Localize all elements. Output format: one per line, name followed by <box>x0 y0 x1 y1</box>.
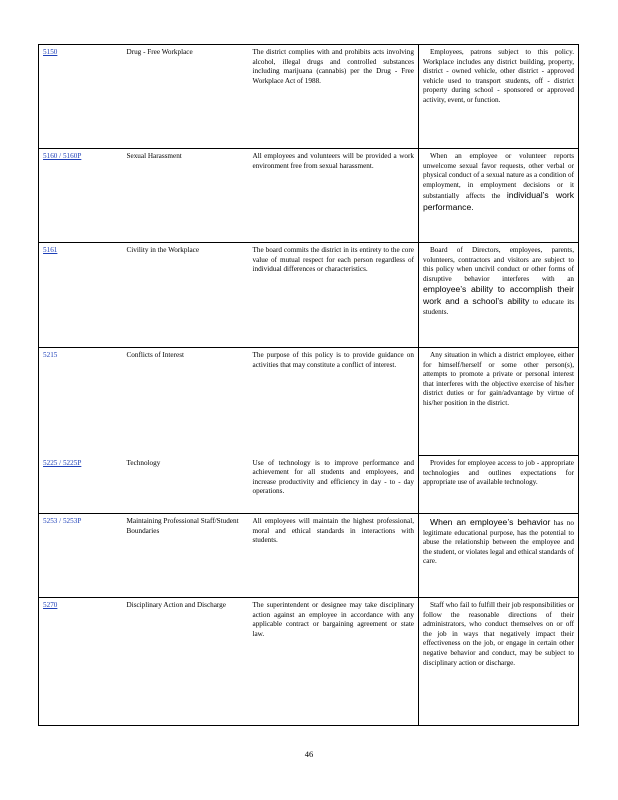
policy-number: 5253 / 5253P <box>43 517 82 525</box>
table-row <box>39 598 579 726</box>
policy-number: 5215 <box>43 351 58 359</box>
policy-summary: The district complies with and prohibits acts involving alcohol, illegal drugs and controlled substances including marijuana (cannabis) per the Drug - Free Workplace Act of 1988. <box>252 48 414 85</box>
policy-title: Disciplinary Action and Discharge <box>126 601 226 609</box>
policy-applies-emphasis: individual’s work performance. <box>423 190 575 212</box>
policy-number-link[interactable]: 5150 <box>43 48 58 56</box>
policy-applies-cell <box>419 514 579 598</box>
policy-summary: Use of technology is to improve performance and achievement for all students and employees, and increase productivity and efficiency in day - to - day operations. <box>252 458 414 496</box>
policy-number-cell <box>39 45 123 149</box>
policy-applies: Any situation in which a district employee, either for himself/herself or some other person(s), attempts to promote a private or personal interest that interferes with the objective exercise of his/her district duties or for gain/advantage by virtue of his/her position in the district. <box>423 351 574 407</box>
policy-title-cell <box>123 149 249 243</box>
policy-applies-cell <box>419 149 579 243</box>
policy-number-cell <box>39 598 123 726</box>
policy-summary: The superintendent or designee may take disciplinary action against an employee in accordance with any applicable contract or bargaining agreement or state law. <box>252 601 414 638</box>
policy-applies-tail: to educate its students. <box>423 297 574 316</box>
policy-title: Civility in the Workplace <box>126 246 200 254</box>
policy-number-cell <box>39 243 123 348</box>
policy-title-cell <box>123 514 249 598</box>
policy-applies: Board of Directors, employees, parents, volunteers, contractors and visitors are subject to this policy when uncivil conduct or other forms of disruptive behavior interferes with an <box>423 246 574 283</box>
policy-table-body <box>39 45 579 726</box>
policy-applies: Staff who fail to fulfill their job responsibilities or follow the reasonable directions of their administrators, who conduct themselves on or off the job in ways that negatively impact their effectiveness on the job, or engage in certain other negative behavior and conduct, may be subject to disciplinary action or discharge. <box>423 601 574 667</box>
policy-title-cell <box>123 243 249 348</box>
policy-number-cell <box>39 514 123 598</box>
policy-number-cell <box>39 456 123 514</box>
policy-number-link[interactable]: 5161 <box>43 246 58 254</box>
policy-summary-cell <box>249 243 419 348</box>
policy-title-cell <box>123 456 249 514</box>
policy-applies: When an employee or volunteer reports unwelcome sexual favor requests, other verbal or physical conduct of a sexual nature as a condition of employment, in employment decisions or it substantially affects the <box>423 152 574 201</box>
policy-applies-cell <box>419 598 579 726</box>
policy-title-cell <box>123 45 249 149</box>
policy-title-cell <box>123 348 249 456</box>
table-row <box>39 456 579 514</box>
policy-summary: The board commits the district in its entirety to the core value of mutual respect for each person regardless of individual differences or characteristics. <box>252 246 414 274</box>
policy-summary-cell <box>249 45 419 149</box>
policy-title: Sexual Harassment <box>126 152 182 160</box>
policy-number-link[interactable]: 5270 <box>43 601 58 609</box>
policy-applies-cell <box>419 456 579 514</box>
policy-number-link[interactable]: 5225 / 5225P <box>43 458 82 467</box>
policy-number-link[interactable]: 5160 / 5160P <box>43 152 82 160</box>
table-row <box>39 243 579 348</box>
policy-applies: Employees, patrons subject to this policy. Workplace includes any district building, property, district - owned vehicle, other district - approved vehicle used to transport students, off - district property during school - sponsored or approved activity, event, or function. <box>423 48 574 104</box>
policy-summary-cell <box>249 514 419 598</box>
table-row <box>39 149 579 243</box>
page-number: 46 <box>304 749 314 759</box>
policy-applies-cell <box>419 45 579 149</box>
policy-summary-cell <box>249 456 419 514</box>
policy-title: Drug - Free Workplace <box>126 48 193 56</box>
policy-summary-cell <box>249 149 419 243</box>
table-row <box>39 514 579 598</box>
policy-applies-emphasis: When an employee’s behavior <box>430 517 551 527</box>
policy-table <box>38 44 579 726</box>
policy-summary-cell <box>249 348 419 456</box>
policy-summary-cell <box>249 598 419 726</box>
policy-title: Maintaining Professional Staff/Student Boundaries <box>126 517 239 535</box>
policy-applies: Provides for employee access to job - appropriate technologies and outlines expectations for appropriate use of available technology. <box>423 459 574 487</box>
policy-title: Conflicts of Interest <box>126 351 184 359</box>
policy-summary: The purpose of this policy is to provide guidance on activities that may constitute a conflict of interest. <box>252 351 414 369</box>
policy-applies-tail: has no legitimate educational purpose, has the potential to abuse the relationship between the employee and the student, or violates legal and ethical standards of care. <box>423 519 574 566</box>
table-row <box>39 348 579 456</box>
policy-applies-emphasis: employee’s ability to accomplish their work and a school’s ability <box>423 284 574 306</box>
policy-title: Technology <box>126 458 161 467</box>
policy-applies-cell <box>419 348 579 456</box>
policy-applies-cell <box>419 243 579 348</box>
table-row <box>39 45 579 149</box>
policy-number-cell <box>39 149 123 243</box>
policy-summary: All employees and volunteers will be provided a work environment free from sexual harassment. <box>252 152 414 170</box>
policy-number-cell <box>39 348 123 456</box>
policy-title-cell <box>123 598 249 726</box>
policy-summary: All employees will maintain the highest professional, moral and ethical standards in interactions with students. <box>252 517 414 545</box>
